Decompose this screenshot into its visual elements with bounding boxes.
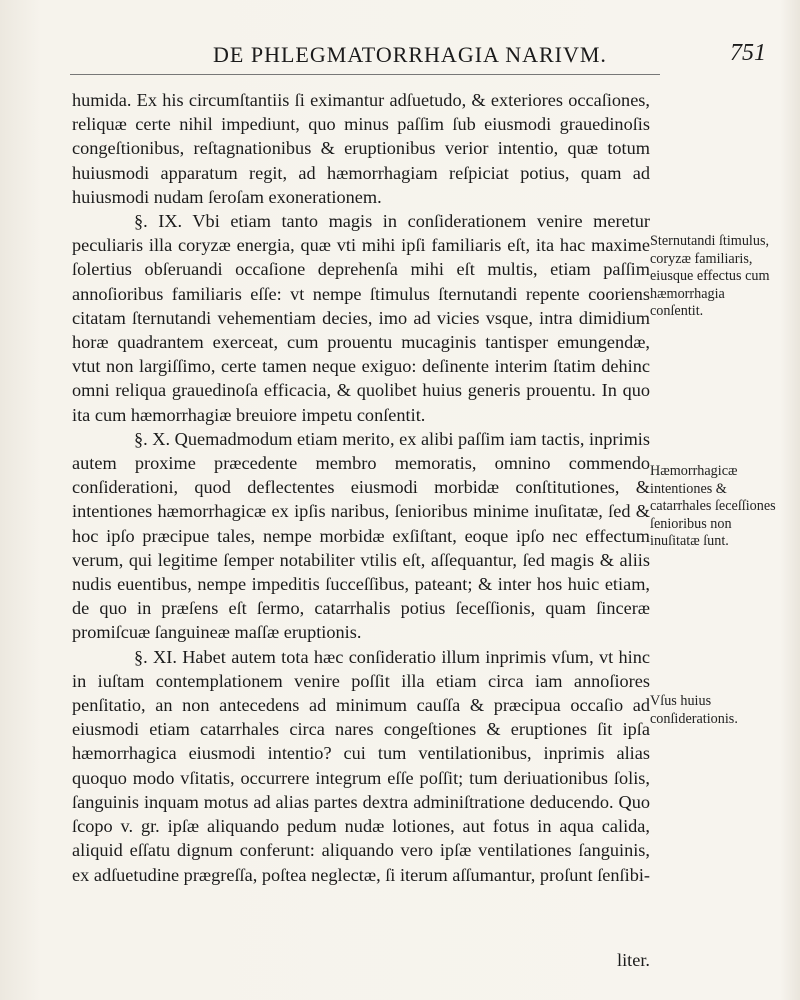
paragraph-continuation: humida. Ex his circumſtantiis ſi eximantur adſuetudo, & exteriores occaſiones, reliquæ certe nihil impediunt, quo minus paſſim ſub eiusmodi grauedinoſis congeſtionibus, reſtagnationibus & eruptionibus verior intentio, quæ totum huiusmodi apparatum regit, ad hæmorrhagiam reſpiciat potius, quam ad huiusmodi nudam ſeroſam exonerationem. — [72, 90, 650, 207]
paragraph-section-ix: §. IX. Vbi etiam tanto magis in conſiderationem venire meretur peculiaris illa coryzæ energia, quæ vti mihi ipſi familiaris eſt, ita hac maxime ſolertius obſeruandi occaſione deprehenſa mihi eſt multis, etiam paſſim annoſioribus familiaris eſſe: vt nempe ſtimulus ſternutandi repente cooriens citatam ſternutandi vehementiam decies, imo ad vicies vsque, intra dimidium horæ quadrantem exerceat, cum prouentu mucaginis tantisper emungendæ, vtut non largiſſimo, certe tamen neque exiguo: deſinente interim ſtatim dehinc omni reliqua grauedinoſa efficacia, & quolibet huius generis prouentu. In quo ita cum hæmorrhagiæ breuiore impetu conſentit. — [72, 211, 650, 425]
paragraph-section-xi: §. XI. Habet autem tota hæc conſideratio illum inprimis vſum, vt hinc in iuſtam contemplationem venire poſſit illa etiam circa iam annoſiores penſitatio, an non antecedens ad minimum cauſſa & præcipua occaſio ad eiusmodi etiam catarrhales circa nares congeſtiones & eruptiones ſit ipſa hæmorrhagica eiusmodi intentio? cui tum ventilationibus, inprimis alias quoquo modo vſitatis, occurrere integrum eſſe poſſit; tum deriuationibus ſolis, ſanguinis inquam motus ad alias partes dextra adminiſtratione deducendo. Quo ſcopo v. gr. ipſæ aliquando pedum nudæ lotiones, aut fotus in aqua calida, aliquid eſſatu dignum conferunt: aliquando vero ipſæ ventilationes ſanguinis, ex adſuetudine prægreſſa, poſtea neglectæ, ſi iterum aſſumantur, proſunt ſenſibi- — [72, 646, 651, 885]
running-header: DE PHLEGMATORRHAGIA NARIVM. — [213, 42, 607, 67]
marginal-note-haemorrhagicae: Hæmorrhagicæ intentiones & catarrhales ſeceſſiones ſenioribus non inuſitatæ ſunt. — [650, 463, 776, 549]
header-rule — [70, 74, 660, 75]
marginal-note-sternutandi: Sternutandi ſtimulus, coryzæ familiaris, eiusque effectus cum hæmorrhagia conſentit. — [650, 233, 770, 319]
main-text — [72, 88, 650, 887]
page-number: 751 — [730, 40, 766, 66]
catchword: liter. — [616, 950, 650, 970]
marginal-note-usus: Vſus huius conſiderationis. — [650, 693, 738, 727]
paragraph-section-x: §. X. Quemadmodum etiam merito, ex alibi paſſim iam tactis, inprimis autem proxime præcedente membro memoratis, omnino commendo conſiderationi, quod deflectentes eiusmodi morbidæ conſtitutiones, & intentiones hæmorrhagicæ ex ipſis naribus, ſenioribus minime inuſitatæ, ſed & hoc ipſo præcipue tales, nempe morbidæ exſiſtant, eoque ipſo nec effectum verum, qui legitime ſemper notabiliter vtilis eſt, aſſequantur, ſed magis & aliis nudis euentibus, nempe impeditis ſucceſſibus, pateant; & inter hos huic etiam, de quo in præſens eſt ſermo, catarrhalis potius ſeceſſionis, quam ſinceræ promiſcuæ ſanguineæ maſſæ eruptionis. — [72, 428, 650, 643]
